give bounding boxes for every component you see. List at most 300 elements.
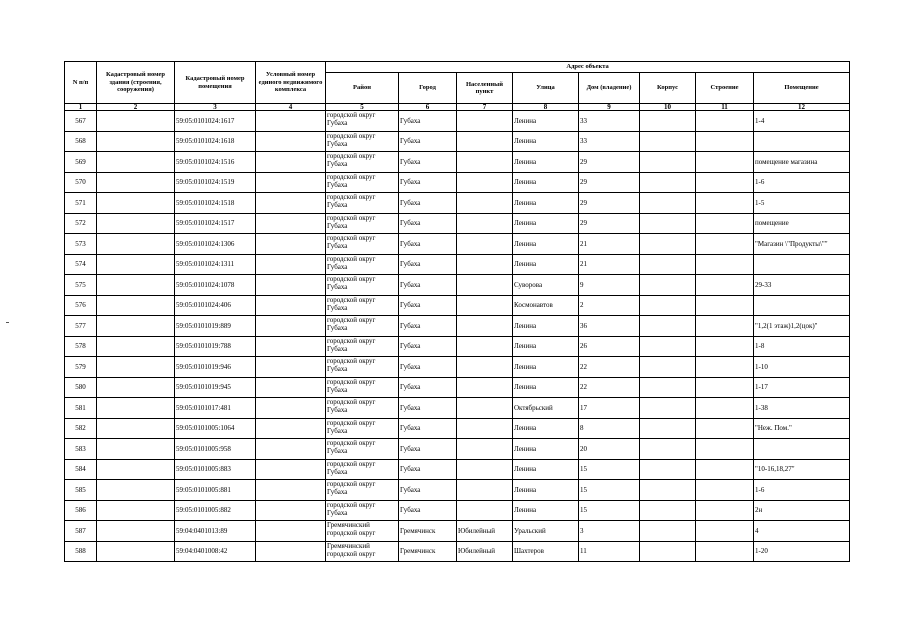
room-cadastral-cell: 59:05:0101024:1517 <box>175 213 256 234</box>
table-row <box>65 398 850 419</box>
settlement-cell <box>457 111 513 132</box>
building-cadastral-cell <box>97 254 175 275</box>
city-cell: Губаха <box>399 336 457 357</box>
room-cell: 1-6 <box>754 480 850 501</box>
complex-number-cell <box>256 172 326 193</box>
room-cell: 1-17 <box>754 377 850 398</box>
city-cell: Губаха <box>399 234 457 255</box>
house-cell: 29 <box>579 193 640 214</box>
room-cell: "Неж. Пом." <box>754 418 850 439</box>
complex-number-cell <box>256 193 326 214</box>
room-cadastral-cell: 59:05:0101005:883 <box>175 459 256 480</box>
district-cell: городской округ Губаха <box>326 111 399 132</box>
complex-number-cell <box>256 500 326 521</box>
street-cell: Уральский <box>513 521 579 542</box>
complex-number-cell <box>256 398 326 419</box>
city-cell: Губаха <box>399 459 457 480</box>
stroenie-cell <box>696 459 754 480</box>
house-cell: 33 <box>579 111 640 132</box>
building-cadastral-cell <box>97 131 175 152</box>
room-cell: 1-5 <box>754 193 850 214</box>
registry-body <box>65 111 850 562</box>
settlement-cell <box>457 439 513 460</box>
korpus-cell <box>640 254 696 275</box>
city-cell: Губаха <box>399 500 457 521</box>
street-cell: Ленина <box>513 357 579 378</box>
table-row <box>65 254 850 275</box>
district-cell: городской округ Губаха <box>326 398 399 419</box>
house-cell: 9 <box>579 275 640 296</box>
building-cadastral-cell <box>97 439 175 460</box>
column-number: 5 <box>326 104 399 111</box>
room-cadastral-cell: 59:04:0401008:42 <box>175 541 256 562</box>
settlement-cell <box>457 131 513 152</box>
room-cell: 1-8 <box>754 336 850 357</box>
district-cell: городской округ Губаха <box>326 193 399 214</box>
district-cell: городской округ Губаха <box>326 316 399 337</box>
settlement-cell: Юбилейный <box>457 521 513 542</box>
city-cell: Губаха <box>399 357 457 378</box>
stroenie-cell <box>696 193 754 214</box>
column-number: 8 <box>513 104 579 111</box>
table-row <box>65 316 850 337</box>
house-cell: 15 <box>579 459 640 480</box>
house-cell: 22 <box>579 377 640 398</box>
complex-number-cell <box>256 275 326 296</box>
building-cadastral-cell <box>97 234 175 255</box>
street-cell: Ленина <box>513 131 579 152</box>
house-cell: 29 <box>579 213 640 234</box>
room-cell: 1-20 <box>754 541 850 562</box>
settlement-cell <box>457 213 513 234</box>
room-cadastral-cell: 59:05:0101024:1311 <box>175 254 256 275</box>
room-cadastral-cell: 59:05:0101005:958 <box>175 439 256 460</box>
settlement-cell <box>457 480 513 501</box>
column-number: 2 <box>97 104 175 111</box>
room-cadastral-cell: 59:05:0101024:1617 <box>175 111 256 132</box>
house-cell: 15 <box>579 500 640 521</box>
district-cell: Гремячинский городской округ <box>326 521 399 542</box>
building-cadastral-cell <box>97 418 175 439</box>
district-cell: городской округ Губаха <box>326 254 399 275</box>
building-cadastral-cell <box>97 377 175 398</box>
table-row <box>65 336 850 357</box>
settlement-cell <box>457 357 513 378</box>
room-cell: 1-6 <box>754 172 850 193</box>
city-cell: Гремячинск <box>399 541 457 562</box>
complex-number-cell <box>256 131 326 152</box>
city-cell: Губаха <box>399 398 457 419</box>
room-cadastral-cell: 59:05:0101019:946 <box>175 357 256 378</box>
table-row <box>65 459 850 480</box>
city-cell: Губаха <box>399 172 457 193</box>
complex-number-cell <box>256 377 326 398</box>
table-row <box>65 521 850 542</box>
building-cadastral-cell <box>97 459 175 480</box>
row-number: 587 <box>65 521 97 542</box>
street-cell: Ленина <box>513 152 579 173</box>
city-cell: Губаха <box>399 480 457 501</box>
room-cadastral-cell: 59:05:0101019:945 <box>175 377 256 398</box>
row-number: 567 <box>65 111 97 132</box>
complex-number-cell <box>256 111 326 132</box>
house-cell: 2 <box>579 295 640 316</box>
settlement-cell <box>457 152 513 173</box>
building-cadastral-cell <box>97 152 175 173</box>
room-cadastral-cell: 59:05:0101024:1516 <box>175 152 256 173</box>
street-cell: Космонавтов <box>513 295 579 316</box>
house-cell: 3 <box>579 521 640 542</box>
district-cell: городской округ Губаха <box>326 439 399 460</box>
building-cadastral-cell <box>97 275 175 296</box>
row-number: 578 <box>65 336 97 357</box>
building-cadastral-cell <box>97 172 175 193</box>
column-number: 11 <box>696 104 754 111</box>
city-cell: Губаха <box>399 193 457 214</box>
stroenie-cell <box>696 480 754 501</box>
korpus-cell <box>640 131 696 152</box>
city-cell: Губаха <box>399 111 457 132</box>
header-korpus: Корпус <box>640 73 696 104</box>
column-number: 9 <box>579 104 640 111</box>
table-row <box>65 152 850 173</box>
header-address-group: Адрес объекта <box>326 62 850 73</box>
building-cadastral-cell <box>97 521 175 542</box>
row-number: 575 <box>65 275 97 296</box>
complex-number-cell <box>256 521 326 542</box>
city-cell: Губаха <box>399 275 457 296</box>
city-cell: Губаха <box>399 418 457 439</box>
district-cell: городской округ Губаха <box>326 131 399 152</box>
room-cell: помещение <box>754 213 850 234</box>
city-cell: Губаха <box>399 254 457 275</box>
complex-number-cell <box>256 254 326 275</box>
complex-number-cell <box>256 234 326 255</box>
street-cell: Ленина <box>513 172 579 193</box>
building-cadastral-cell <box>97 295 175 316</box>
street-cell: Суворова <box>513 275 579 296</box>
row-number: 571 <box>65 193 97 214</box>
complex-number-cell <box>256 336 326 357</box>
settlement-cell <box>457 254 513 275</box>
korpus-cell <box>640 172 696 193</box>
stroenie-cell <box>696 111 754 132</box>
row-number: 574 <box>65 254 97 275</box>
margin-mark <box>6 322 9 323</box>
district-cell: городской округ Губаха <box>326 357 399 378</box>
korpus-cell <box>640 521 696 542</box>
header-stroenie: Строение <box>696 73 754 104</box>
settlement-cell <box>457 172 513 193</box>
row-number: 581 <box>65 398 97 419</box>
table-row <box>65 275 850 296</box>
settlement-cell <box>457 316 513 337</box>
table-row <box>65 234 850 255</box>
table-row <box>65 131 850 152</box>
room-cadastral-cell: 59:04:0401013:89 <box>175 521 256 542</box>
stroenie-cell <box>696 213 754 234</box>
room-cell: 1-38 <box>754 398 850 419</box>
district-cell: городской округ Губаха <box>326 418 399 439</box>
room-cell: помещение магазина <box>754 152 850 173</box>
korpus-cell <box>640 357 696 378</box>
house-cell: 22 <box>579 357 640 378</box>
complex-number-cell <box>256 459 326 480</box>
building-cadastral-cell <box>97 111 175 132</box>
room-cadastral-cell: 59:05:0101024:1618 <box>175 131 256 152</box>
column-number: 12 <box>754 104 850 111</box>
stroenie-cell <box>696 316 754 337</box>
row-number: 569 <box>65 152 97 173</box>
street-cell: Шахтеров <box>513 541 579 562</box>
table-row <box>65 377 850 398</box>
row-number: 584 <box>65 459 97 480</box>
header-house: Дом (владение) <box>579 73 640 104</box>
row-number: 576 <box>65 295 97 316</box>
building-cadastral-cell <box>97 316 175 337</box>
room-cell: 1-4 <box>754 111 850 132</box>
district-cell: городской округ Губаха <box>326 500 399 521</box>
table-row <box>65 439 850 460</box>
city-cell: Губаха <box>399 213 457 234</box>
korpus-cell <box>640 336 696 357</box>
complex-number-cell <box>256 213 326 234</box>
registry-table <box>64 61 850 562</box>
stroenie-cell <box>696 254 754 275</box>
building-cadastral-cell <box>97 357 175 378</box>
complex-number-cell <box>256 357 326 378</box>
stroenie-cell <box>696 418 754 439</box>
stroenie-cell <box>696 336 754 357</box>
room-cell <box>754 131 850 152</box>
settlement-cell <box>457 377 513 398</box>
table-row <box>65 541 850 562</box>
street-cell: Ленина <box>513 500 579 521</box>
table-row <box>65 357 850 378</box>
complex-number-cell <box>256 295 326 316</box>
stroenie-cell <box>696 275 754 296</box>
korpus-cell <box>640 295 696 316</box>
room-cadastral-cell: 59:05:0101019:788 <box>175 336 256 357</box>
settlement-cell <box>457 234 513 255</box>
room-cell <box>754 254 850 275</box>
row-number: 573 <box>65 234 97 255</box>
column-number-row <box>65 104 850 111</box>
room-cell <box>754 439 850 460</box>
stroenie-cell <box>696 152 754 173</box>
row-number: 580 <box>65 377 97 398</box>
table-row <box>65 480 850 501</box>
column-number: 6 <box>399 104 457 111</box>
street-cell: Ленина <box>513 418 579 439</box>
room-cadastral-cell: 59:05:0101024:1519 <box>175 172 256 193</box>
house-cell: 20 <box>579 439 640 460</box>
column-number: 7 <box>457 104 513 111</box>
korpus-cell <box>640 500 696 521</box>
house-cell: 21 <box>579 234 640 255</box>
house-cell: 36 <box>579 316 640 337</box>
settlement-cell <box>457 193 513 214</box>
street-cell: Октябрьский <box>513 398 579 419</box>
building-cadastral-cell <box>97 398 175 419</box>
stroenie-cell <box>696 521 754 542</box>
room-cadastral-cell: 59:05:0101017:481 <box>175 398 256 419</box>
street-cell: Ленина <box>513 213 579 234</box>
building-cadastral-cell <box>97 213 175 234</box>
street-cell: Ленина <box>513 316 579 337</box>
korpus-cell <box>640 152 696 173</box>
stroenie-cell <box>696 357 754 378</box>
stroenie-cell <box>696 398 754 419</box>
room-cadastral-cell: 59:05:0101024:406 <box>175 295 256 316</box>
district-cell: городской округ Губаха <box>326 459 399 480</box>
building-cadastral-cell <box>97 480 175 501</box>
complex-number-cell <box>256 418 326 439</box>
settlement-cell <box>457 418 513 439</box>
house-cell: 8 <box>579 418 640 439</box>
stroenie-cell <box>696 500 754 521</box>
stroenie-cell <box>696 234 754 255</box>
room-cell: "Магазин \"Продукты\"" <box>754 234 850 255</box>
room-cadastral-cell: 59:05:0101024:1518 <box>175 193 256 214</box>
street-cell: Ленина <box>513 459 579 480</box>
room-cadastral-cell: 59:05:0101024:1078 <box>175 275 256 296</box>
district-cell: Гремячинский городской округ <box>326 541 399 562</box>
settlement-cell <box>457 295 513 316</box>
header-complex-number: Условный номер единого недвижимого комплекса <box>256 62 326 104</box>
city-cell: Губаха <box>399 439 457 460</box>
stroenie-cell <box>696 131 754 152</box>
settlement-cell <box>457 336 513 357</box>
street-cell: Ленина <box>513 439 579 460</box>
table-row <box>65 295 850 316</box>
row-number: 586 <box>65 500 97 521</box>
header-district: Район <box>326 73 399 104</box>
room-cell: 2н <box>754 500 850 521</box>
stroenie-cell <box>696 377 754 398</box>
stroenie-cell <box>696 541 754 562</box>
settlement-cell: Юбилейный <box>457 541 513 562</box>
city-cell: Губаха <box>399 131 457 152</box>
korpus-cell <box>640 480 696 501</box>
stroenie-cell <box>696 295 754 316</box>
table-row <box>65 193 850 214</box>
header-building-cadastral: Кадастровый номер здания (строения, сооружения) <box>97 62 175 104</box>
column-number: 1 <box>65 104 97 111</box>
settlement-cell <box>457 500 513 521</box>
korpus-cell <box>640 234 696 255</box>
street-cell: Ленина <box>513 254 579 275</box>
row-number: 583 <box>65 439 97 460</box>
building-cadastral-cell <box>97 541 175 562</box>
korpus-cell <box>640 316 696 337</box>
settlement-cell <box>457 398 513 419</box>
row-number: 585 <box>65 480 97 501</box>
room-cadastral-cell: 59:05:0101005:882 <box>175 500 256 521</box>
room-cell: "1,2(1 этаж)1,2(цок)" <box>754 316 850 337</box>
house-cell: 26 <box>579 336 640 357</box>
settlement-cell <box>457 275 513 296</box>
header-street: Улица <box>513 73 579 104</box>
room-cell: 4 <box>754 521 850 542</box>
korpus-cell <box>640 439 696 460</box>
header-city: Город <box>399 73 457 104</box>
korpus-cell <box>640 275 696 296</box>
row-number: 579 <box>65 357 97 378</box>
house-cell: 17 <box>579 398 640 419</box>
header-row-top <box>65 62 850 73</box>
street-cell: Ленина <box>513 336 579 357</box>
room-cell: 1-10 <box>754 357 850 378</box>
house-cell: 29 <box>579 172 640 193</box>
city-cell: Губаха <box>399 377 457 398</box>
street-cell: Ленина <box>513 111 579 132</box>
korpus-cell <box>640 459 696 480</box>
house-cell: 11 <box>579 541 640 562</box>
settlement-cell <box>457 459 513 480</box>
building-cadastral-cell <box>97 193 175 214</box>
header-room: Помещение <box>754 73 850 104</box>
district-cell: городской округ Губаха <box>326 480 399 501</box>
district-cell: городской округ Губаха <box>326 336 399 357</box>
room-cadastral-cell: 59:05:0101005:881 <box>175 480 256 501</box>
complex-number-cell <box>256 152 326 173</box>
building-cadastral-cell <box>97 336 175 357</box>
building-cadastral-cell <box>97 500 175 521</box>
room-cadastral-cell: 59:05:0101005:1064 <box>175 418 256 439</box>
house-cell: 21 <box>579 254 640 275</box>
city-cell: Гремячинск <box>399 521 457 542</box>
header-room-cadastral: Кадастровый номер помещения <box>175 62 256 104</box>
room-cadastral-cell: 59:05:0101019:889 <box>175 316 256 337</box>
row-number: 577 <box>65 316 97 337</box>
room-cell <box>754 295 850 316</box>
table-row <box>65 418 850 439</box>
complex-number-cell <box>256 541 326 562</box>
complex-number-cell <box>256 480 326 501</box>
district-cell: городской округ Губаха <box>326 234 399 255</box>
district-cell: городской округ Губаха <box>326 275 399 296</box>
complex-number-cell <box>256 316 326 337</box>
header-settlement: Населенный пункт <box>457 73 513 104</box>
district-cell: городской округ Губаха <box>326 377 399 398</box>
complex-number-cell <box>256 439 326 460</box>
district-cell: городской округ Губаха <box>326 152 399 173</box>
table-row <box>65 172 850 193</box>
korpus-cell <box>640 213 696 234</box>
registry-sheet <box>64 61 849 562</box>
table-row <box>65 213 850 234</box>
row-number: 582 <box>65 418 97 439</box>
city-cell: Губаха <box>399 152 457 173</box>
city-cell: Губаха <box>399 295 457 316</box>
district-cell: городской округ Губаха <box>326 213 399 234</box>
row-number: 568 <box>65 131 97 152</box>
korpus-cell <box>640 541 696 562</box>
street-cell: Ленина <box>513 234 579 255</box>
street-cell: Ленина <box>513 193 579 214</box>
table-row <box>65 111 850 132</box>
room-cadastral-cell: 59:05:0101024:1306 <box>175 234 256 255</box>
street-cell: Ленина <box>513 377 579 398</box>
street-cell: Ленина <box>513 480 579 501</box>
house-cell: 33 <box>579 131 640 152</box>
district-cell: городской округ Губаха <box>326 172 399 193</box>
korpus-cell <box>640 193 696 214</box>
korpus-cell <box>640 111 696 132</box>
column-number: 10 <box>640 104 696 111</box>
row-number: 572 <box>65 213 97 234</box>
